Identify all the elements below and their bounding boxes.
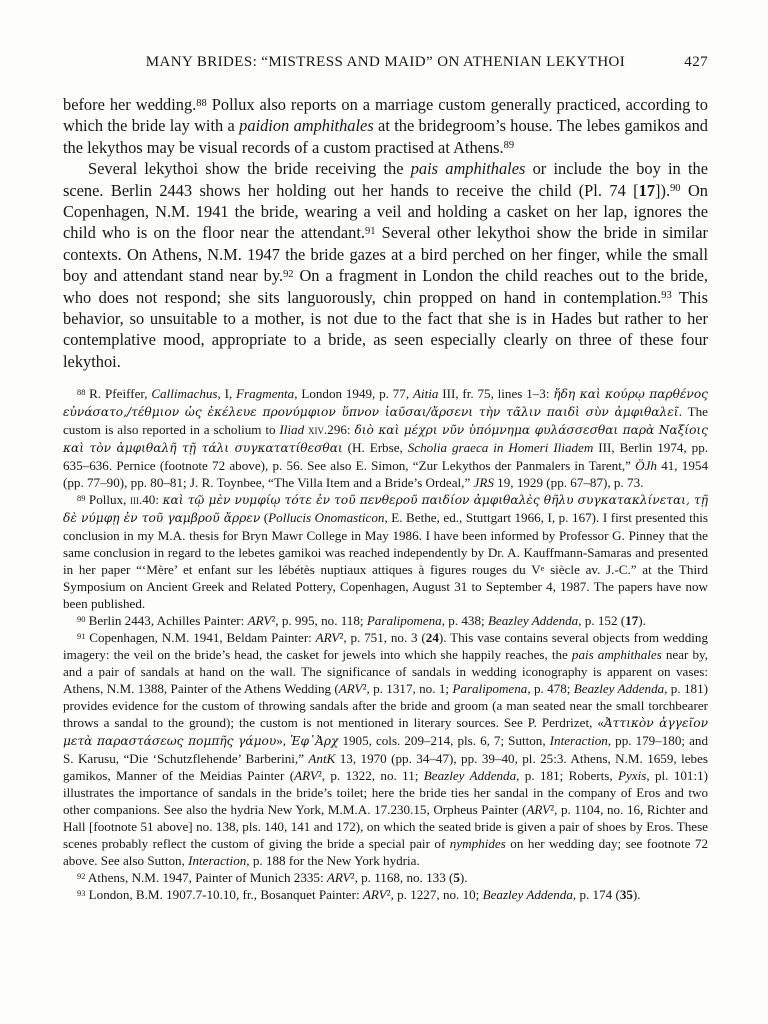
text-run: Ἐφ᾽Ἀρχ: [290, 734, 339, 749]
text-run: This behavior, so unsuitable to a mother, is not due to the fact that she is in Hades but rather to her contemplative mood, appropriate to a bride, as seen especially clearly on three of these four lekythoi.: [63, 287, 708, 371]
text-run: ). This vase contains several objects from wedding imagery: the veil on the bride’s head, the casket for jewels into which she happily reaches, the: [63, 630, 708, 663]
text-run: Several other lekythoi show the bride in similar contexts. On Athens, N.M. 1947 the bride gazes at a bird perched on her finger, while the small boy and attendant stand near by.: [63, 223, 708, 286]
text-run: on her wedding day; see footnote 72 above. See also Sutton,: [63, 836, 708, 869]
footnote-92: [63, 869, 708, 886]
text-run: ², p. 1317, no. 1;: [362, 681, 453, 697]
footnote-89: [63, 491, 708, 612]
text-run: Pollux,: [85, 492, 130, 508]
body-paragraph: [63, 158, 708, 372]
text-run: 13, 1970 (pp. 34–47), pp. 39–40, pl. 25:3. Athens, N.M. 1659, lebes gamikos, Manner of the Meidias Painter (: [63, 751, 708, 784]
text-run: siècle av. J.-C.” at the Third Symposium on Ancient Greek and Related Pottery, Copenhagen, August 31 to September 4, 1987. The papers have now been published.: [63, 562, 708, 612]
footnote-ref: 90: [77, 614, 86, 624]
text-run: before her wedding.: [63, 95, 197, 114]
text-run: ARV: [315, 630, 340, 646]
text-run: Beazley Addenda: [423, 768, 517, 784]
text-run: Iliad: [279, 422, 305, 438]
text-run: 1905, cols. 209–214, pls. 6, 7; Sutton,: [338, 733, 550, 749]
text-run: ², p. 751, no. 3 (: [339, 630, 426, 646]
text-run: On a fragment in London the child reaches out to the bride, who does not respond; she sits languorously, chin propped on hand in contemplation.: [63, 266, 708, 307]
text-run: at the bridegroom’s house. The lebes gamikos and the lekythos may be visual records of a custom practised at Athens.: [63, 116, 708, 157]
text-run: , p. 478;: [527, 681, 574, 697]
text-run: London, B.M. 1907.7-10.10, fr., Bosanquet Painter:: [85, 887, 363, 903]
text-run: διὸ καὶ μέχρι νῦν ὑπόμνημα φυλάσσεσθαι παρὰ Ναξίοις καὶ τὸν ἀμφιθαλῆ τῇ τάλι συγκατατίθεσθαι: [63, 423, 708, 456]
footnote-91: [63, 629, 708, 869]
text-run: 5: [453, 870, 460, 886]
footnote-ref: 93: [77, 888, 86, 898]
text-run: ², p. 1227, no. 10;: [386, 887, 483, 903]
text-run: ², p. 1104, no. 16, Richter and Hall [footnote 51 above] no. 138, pls. 140, 141 and 172), on which the seated bride is given a pair of shoes by Eros. These scenes probably reflect the custom of giving the bride a special pair of: [63, 802, 708, 852]
text-run: , p. 174 (: [572, 887, 620, 903]
footnote-ref: 90: [670, 183, 681, 195]
text-run: Interaction: [188, 853, 247, 869]
text-run: ARV: [247, 613, 272, 629]
text-run: .296:: [324, 422, 355, 438]
footnote-ref: 88: [196, 97, 207, 109]
text-run: , p. 438;: [441, 613, 488, 629]
text-run: pais amphithales: [571, 647, 662, 663]
text-run: , pl. 101:1) illustrates the importance of sandals in the bride’s toilet; here the bride ties her sandal in the company of Eros and two other companions. See also the hydria New York, M.M.A. 17.230.15, Orpheus Painter (: [63, 768, 709, 818]
text-run: , pp. 179–180; and S. Karusu, “Die ‘Schutzflehende’ Barberini,”: [63, 733, 708, 767]
text-run: Several lekythoi show the bride receiving the: [88, 159, 411, 179]
text-run: Athens, N.M. 1947, Painter of Munich 2335:: [85, 870, 327, 886]
text-run: Fragmenta: [236, 386, 295, 402]
footnote-ref: 93: [661, 290, 672, 302]
text-run: Beazley Addenda: [573, 681, 665, 697]
text-run: ]).: [655, 180, 671, 200]
text-run: ).: [632, 887, 641, 903]
text-run: , p. 181; Roberts,: [516, 768, 618, 784]
text-run: Pollux also reports on a marriage custom generally practiced, according to which the bride lay with a: [63, 95, 708, 136]
text-run: paidion amphithales: [239, 116, 374, 136]
footnote-ref: 89: [77, 493, 86, 503]
text-run: Paralipomena: [452, 681, 528, 697]
text-run: ², p. 995, no. 118;: [271, 613, 367, 629]
footnote-ref: 88: [77, 387, 86, 397]
text-run: , p. 181) provides evidence for the custom of throwing sandals after the bride and groom (a man seated near the small torchbearer throws a sandal to the ground); the custom is not mentioned in literary sources. See P. Perdrizet, «: [63, 681, 708, 731]
text-run: Copenhagen, N.M. 1941, Beldam Painter:: [85, 630, 316, 646]
text-run: ARV: [526, 802, 551, 818]
running-head-title: MANY BRIDES: “MISTRESS AND MAID” ON ATHENIAN LEKYTHOI: [145, 54, 626, 70]
footnote-ref: e: [540, 563, 545, 573]
text-run: 17: [638, 180, 656, 200]
text-run: ).: [459, 870, 468, 886]
body-paragraph: [63, 94, 708, 158]
text-run: 19, 1929 (pp. 67–87), p. 73.: [493, 475, 644, 491]
text-run: nymphides: [449, 836, 506, 852]
footnotes: [63, 385, 708, 903]
footnote-ref: 91: [77, 631, 86, 641]
text-run: 17: [625, 613, 639, 629]
text-run: Beazley Addenda: [487, 613, 579, 629]
text-run: Aitia: [412, 386, 439, 402]
text-run: ARV: [294, 768, 318, 784]
text-run: R. Pfeiffer,: [85, 386, 152, 402]
text-run: , p. 152 (: [578, 613, 626, 629]
text-run: iii: [129, 492, 139, 508]
text-run: The custom is also reported in a scholium to: [63, 404, 708, 438]
text-run: 24: [425, 630, 439, 646]
text-run: , p. 188 for the New York hydria.: [246, 853, 420, 869]
footnote-93: [63, 886, 708, 903]
text-run: (H. Erbse,: [342, 440, 408, 456]
text-run: ², p. 1322, no. 11;: [317, 768, 424, 784]
footnote-ref: 92: [77, 871, 86, 881]
text-run: .40:: [138, 492, 163, 508]
text-run: or include the boy in the scene. Berlin 2443 shows her holding out her hands to receive the child (Pl. 74 [: [63, 159, 708, 200]
text-run: AntK: [308, 751, 336, 767]
text-run: ).: [638, 613, 646, 629]
text-run: Callimachus: [151, 386, 218, 402]
footnote-88: [63, 385, 708, 491]
text-run: , E. Bethe, ed., Stuttgart 1966, I, p. 167). I first presented this conclusion in my M.A. thesis for Bryn Mawr College in May 1986. I have been informed by Professor G. Pinney that the same conclusion in regard to the lebetes gamikoi was reached independently by Dr. A. Kauffmann-Samaras and presented in her paper “‘Mère’ et enfant sur les lébétès nuptiaux attiques à figures rouges du V: [63, 510, 708, 578]
footnote-ref: 92: [283, 268, 294, 280]
text-run: (: [260, 510, 269, 526]
text-run: ², p. 1168, no. 133 (: [350, 870, 454, 886]
text-run: , London 1949, p. 77,: [294, 386, 413, 402]
text-run: III, fr. 75, lines 1–3:: [438, 386, 554, 402]
text-run: xiv: [308, 422, 325, 438]
text-run: Pollucis Onomasticon: [268, 510, 385, 526]
running-head: [63, 54, 708, 71]
text-run: ARV: [338, 681, 363, 697]
text-run: pais amphithales: [410, 159, 526, 179]
footnote-ref: 91: [365, 226, 376, 238]
text-run: Ἀττικὸν ἀγγεῖον μετὰ παραστάσεως πομπῆς γάμου: [63, 716, 708, 749]
text-run: Beazley Addenda: [482, 887, 573, 903]
text-run: On Copenhagen, N.M. 1941 the bride, wearing a veil and holding a casket on her lap, ignores the child who is on the floor near the attendant.: [63, 180, 709, 243]
text-run: Scholia graeca in Homeri Iliadem: [407, 440, 594, 456]
text-run: καὶ τῷ μὲν νυμφίῳ τότε ἐν τοῦ πενθεροῦ παιδίον ἀμφιθαλὲς θῆλυ συγκατακλίνεται, τῇ δὲ νύμφῃ ἐν τοῦ γαμβροῦ ἄρρεν: [63, 493, 709, 526]
footnote-ref: 89: [503, 140, 515, 152]
text-run: Pyxis: [618, 768, 647, 784]
text-run: ÖJh: [635, 458, 657, 474]
text-run: JRS: [473, 475, 494, 491]
body-text: [63, 94, 708, 372]
text-run: 41, 1954 (pp. 77–90), pp. 80–81; J. R. Toynbee, “The Villa Item and a Bride’s Ordeal,”: [63, 458, 708, 491]
text-run: near by, and a pair of sandals at hand on the wall. The significance of sandals in wedding iconography is apparent on vases: Athens, N.M. 1388, Painter of the Athens Wedding (: [63, 647, 708, 697]
text-run: Paralipomena: [366, 613, 442, 629]
text-run: »,: [276, 733, 291, 749]
text-run: ARV: [362, 887, 387, 903]
text-run: Berlin 2443, Achilles Painter:: [85, 613, 248, 629]
text-run: Interaction: [549, 733, 608, 749]
text-run: ARV: [326, 870, 351, 886]
text-run: 35: [619, 887, 633, 903]
text-run: III, Berlin 1974, pp. 635–636. Pernice (footnote 72 above), p. 56. See also E. Simon, “Zur Lekythos der Panmalers in Tarent,”: [63, 440, 709, 474]
text-run: , I,: [217, 386, 237, 402]
text-run: ἤδη καὶ κούρῳ παρθένος εὐνάσατο,/τέθμιον ὡς ἐκέλευε προνύμφιον ὕπνον ἰαῦσαι/ἄρσενι τὴν τᾶλιν παιδὶ σὺν ἀμφιθαλεῖ.: [63, 387, 708, 420]
page-number: 427: [684, 54, 708, 70]
footnote-90: [63, 612, 708, 629]
